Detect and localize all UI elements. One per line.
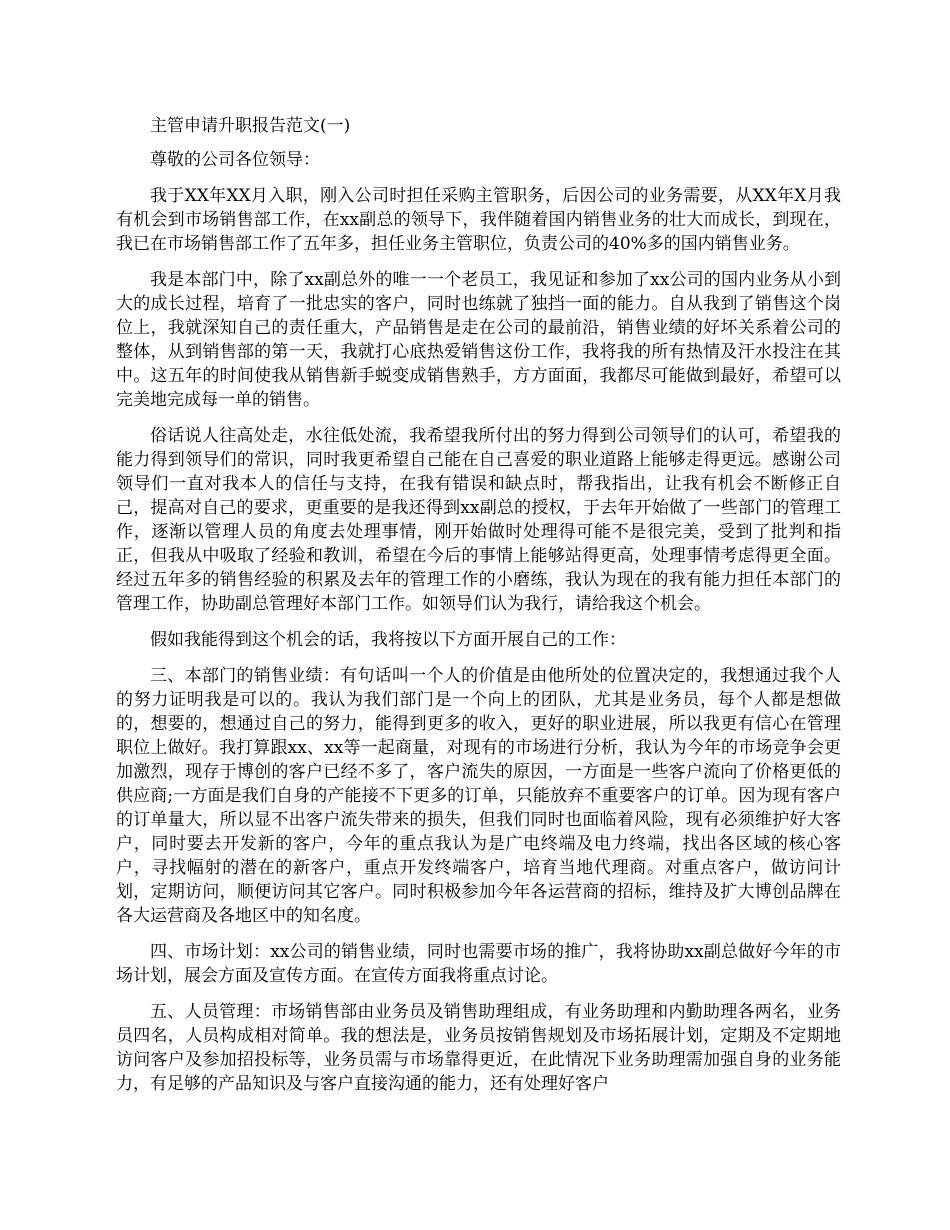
paragraph-request: 俗话说人往高处走，水往低处流，我希望我所付出的努力得到公司领导们的认可，希望我的能力得到领导们的常识，同时我更希望自己能在自己喜爱的职业道路上能够走得更远。感谢公司领导们一直对我本人的信任与支持，在我有错误和缺点时，帮我指出，让我有机会不断修正自己，提高对自己的要求，更重要的是我还得到xx副总的授权，于去年开始做了一些部门的管理工作，逐渐以管理人员的角度去处理事情，刚开始做时处理得可能不是很完美，受到了批判和指正，但我从中吸取了经验和教训，希望在今后的事情上能够站得更高，处理事情考虑得更全面。经过五年多的销售经验的积累及去年的管理工作的小磨练，我认为现在的我有能力担任本部门的管理工作，协助副总管理好本部门工作。如领导们认为我行，请给我这个机会。 — [116, 426, 841, 614]
paragraph-experience: 我是本部门中，除了xx副总外的唯一一个老员工，我见证和参加了xx公司的国内业务从小到大的成长过程，培育了一批忠实的客户，同时也练就了独挡一面的能力。自从我到了销售这个岗位上，我就深知自己的责任重大，产品销售是走在公司的最前沿，销售业绩的好坏关系着公司的整体，从到销售部的第一天，我就打心底热爱销售这份工作，我将我的所有热情及汗水投注在其中。这五年的时间使我从销售新手蜕变成销售熟手，方方面面，我都尽可能做到最好，希望可以完美地完成每一单的销售。 — [116, 270, 841, 410]
paragraph-staff-management: 五、人员管理：市场销售部由业务员及销售助理组成，有业务助理和内勤助理各两名，业务员四名，人员构成相对简单。我的想法是，业务员按销售规划及市场拓展计划，定期及不定期地访问客户及参加招投标等，业务员需与市场靠得更近，在此情况下业务助理需加强自身的业务能力，有足够的产品知识及与客户直接沟通的能力，还有处理好客户 — [116, 1002, 841, 1094]
paragraph-intro: 我于XX年XX月入职，刚入公司时担任采购主管职务，后因公司的业务需要，从XX年X月我有机会到市场销售部工作，在xx副总的领导下，我伴随着国内销售业务的壮大而成长，到现在，我已在市场销售部工作了五年多，担任业务主管职位，负责公司的40%多的国内销售业务。 — [116, 186, 841, 254]
paragraph-plan-intro: 假如我能得到这个机会的话，我将按以下方面开展自己的工作： — [150, 630, 626, 650]
paragraph-market-plan: 四、市场计划：xx公司的销售业绩，同时也需要市场的推广，我将协助xx副总做好今年的市场计划，展会方面及宣传方面。在宣传方面我将重点讨论。 — [116, 942, 841, 986]
salutation: 尊敬的公司各位领导： — [150, 150, 320, 170]
paragraph-sales-performance: 三、本部门的销售业绩：有句话叫一个人的价值是由他所处的位置决定的，我想通过我个人的努力证明我是可以的。我认为我们部门是一个向上的团队，尤其是业务员，每个人都是想做的，想要的，想通过自己的努力，能得到更多的收入，更好的职业进展，所以我更有信心在管理职位上做好。我打算跟xx、xx等一起商量，对现有的市场进行分析，我认为今年的市场竞争会更加激烈，现存于博创的客户已经不多了，客户流失的原因，一方面是一些客户流向了价格更低的供应商;一方面是我们自身的产能接不下更多的订单，只能放弃不重要客户的订单。因为现有客户的订单量大，所以显不出客户流失带来的损失，但我们同时也面临着风险，现有必须维护好大客户，同时要去开发新的客户，今年的重点我认为是广电终端及电力终端，找出各区域的核心客户，寻找幅射的潜在的新客户，重点开发终端客户，培育当地代理商。对重点客户，做访问计划，定期访问，顺便访问其它客户。同时积极参加今年各运营商的招标，维持及扩大博创品牌在各大运营商及各地区中的知名度。 — [116, 666, 841, 926]
document-body — [116, 114, 841, 1108]
document-title: 主管申请升职报告范文(一) — [150, 116, 351, 136]
